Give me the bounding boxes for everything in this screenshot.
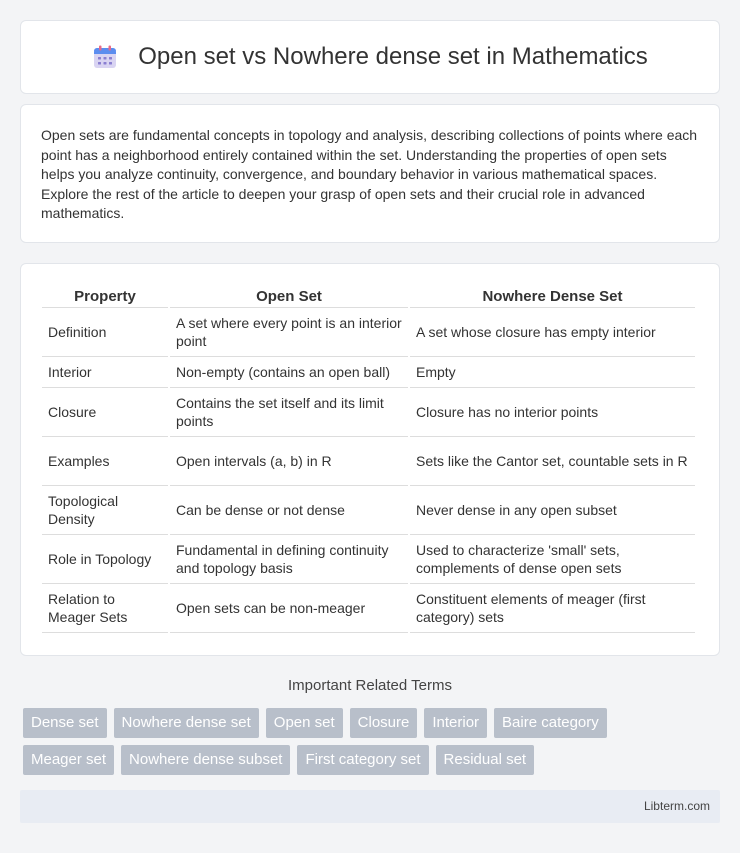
header-card bbox=[20, 20, 720, 94]
table-cell-open-set: Contains the set itself and its limit points bbox=[170, 388, 408, 437]
table-cell-open-set: Open sets can be non-meager bbox=[170, 584, 408, 633]
table-cell-nowhere-dense: Empty bbox=[410, 357, 695, 388]
tag-closure[interactable]: Closure bbox=[350, 708, 418, 738]
tag-residual-set[interactable]: Residual set bbox=[436, 745, 535, 775]
column-header-nowhere-dense-set: Nowhere Dense Set bbox=[410, 284, 695, 308]
tag-interior[interactable]: Interior bbox=[424, 708, 487, 738]
tag-baire-category[interactable]: Baire category bbox=[494, 708, 607, 738]
tag-dense-set[interactable]: Dense set bbox=[23, 708, 107, 738]
related-terms-tags bbox=[23, 708, 723, 782]
table-cell-open-set: Non-empty (contains an open ball) bbox=[170, 357, 408, 388]
table-cell-open-set: Fundamental in defining continuity and topology basis bbox=[170, 535, 408, 584]
table-row bbox=[42, 357, 695, 388]
tag-row bbox=[23, 708, 723, 738]
comparison-table-card bbox=[20, 263, 720, 656]
comparison-table bbox=[40, 284, 697, 633]
tag-meager-set[interactable]: Meager set bbox=[23, 745, 114, 775]
footer bbox=[20, 790, 720, 823]
table-cell-property: Role in Topology bbox=[42, 535, 168, 584]
intro-card bbox=[20, 104, 720, 243]
header-inner bbox=[92, 43, 648, 71]
table-cell-open-set: Open intervals (a, b) in R bbox=[170, 437, 408, 486]
column-header-open-set: Open Set bbox=[170, 284, 408, 308]
table-row bbox=[42, 584, 695, 633]
table-cell-property: Definition bbox=[42, 308, 168, 357]
related-terms-heading: Important Related Terms bbox=[288, 677, 452, 694]
table-row bbox=[42, 388, 695, 437]
table-cell-nowhere-dense: Sets like the Cantor set, countable sets in R bbox=[410, 437, 695, 486]
table-cell-nowhere-dense: Constituent elements of meager (first category) sets bbox=[410, 584, 695, 633]
table-row bbox=[42, 437, 695, 486]
tag-nowhere-dense-set[interactable]: Nowhere dense set bbox=[114, 708, 259, 738]
table-row bbox=[42, 535, 695, 584]
table-cell-property: Relation to Meager Sets bbox=[42, 584, 168, 633]
tag-row bbox=[23, 745, 723, 775]
intro-paragraph: Open sets are fundamental concepts in topology and analysis, describing collections of points where each point has a neighborhood entirely contained within the set. Understanding the properties of open sets helps you analyze continuity, convergence, and boundary behavior in various mathematical spaces. Explore the rest of the article to deepen your grasp of open sets and their crucial role in advanced mathematics. bbox=[41, 127, 698, 221]
table-cell-nowhere-dense: Never dense in any open subset bbox=[410, 486, 695, 535]
calendar-icon bbox=[92, 44, 118, 70]
page-title: Open set vs Nowhere dense set in Mathematics bbox=[138, 43, 648, 70]
tag-first-category-set[interactable]: First category set bbox=[297, 745, 428, 775]
table-cell-open-set: A set where every point is an interior point bbox=[170, 308, 408, 357]
table-cell-property: Closure bbox=[42, 388, 168, 437]
tag-nowhere-dense-subset[interactable]: Nowhere dense subset bbox=[121, 745, 290, 775]
table-cell-nowhere-dense: Closure has no interior points bbox=[410, 388, 695, 437]
table-cell-property: Topological Density bbox=[42, 486, 168, 535]
table-cell-open-set: Can be dense or not dense bbox=[170, 486, 408, 535]
tag-open-set[interactable]: Open set bbox=[266, 708, 343, 738]
column-header-property: Property bbox=[42, 284, 168, 308]
table-row bbox=[42, 308, 695, 357]
footer-brand-link[interactable]: Libterm.com bbox=[643, 799, 710, 813]
table-header-row bbox=[42, 284, 695, 308]
table-cell-nowhere-dense: Used to characterize 'small' sets, complements of dense open sets bbox=[410, 535, 695, 584]
table-cell-property: Examples bbox=[42, 437, 168, 486]
table-cell-property: Interior bbox=[42, 357, 168, 388]
table-cell-nowhere-dense: A set whose closure has empty interior bbox=[410, 308, 695, 357]
table-row bbox=[42, 486, 695, 535]
